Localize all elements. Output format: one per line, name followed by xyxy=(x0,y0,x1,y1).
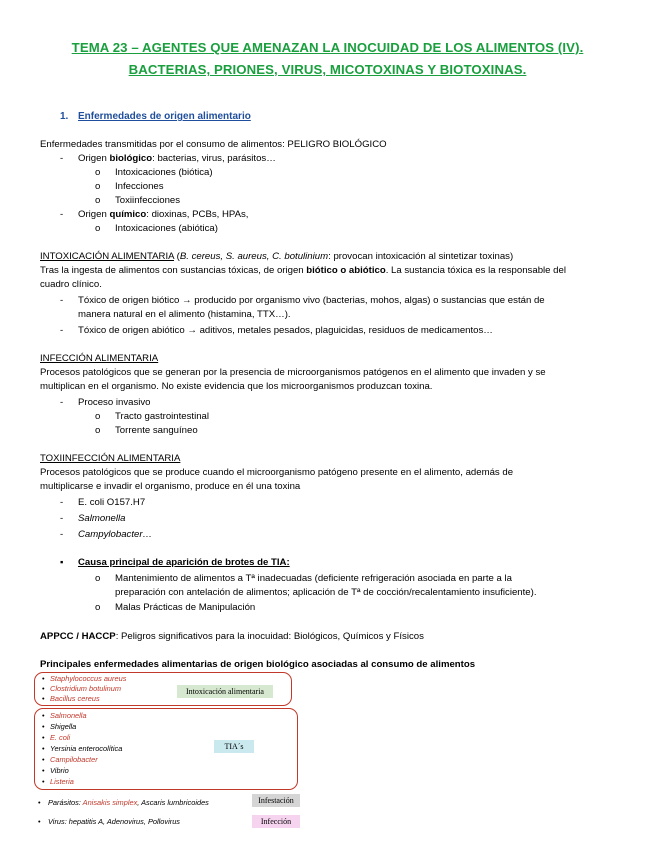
dash-marker: - xyxy=(60,295,64,306)
intoxicacion-item-biotic: Tóxico de origen biótico → producido por organismo vivo (bacterias, mohos, algas) o sustancias que están de xyxy=(78,295,545,306)
infeccion-paragraph-cont: multiplican en el organismo. No existe evidencia que los microorganismos produzcan toxina. xyxy=(40,381,433,392)
bullet-dot: • xyxy=(42,711,45,720)
causa-item: Mantenimiento de alimentos a Tª inadecuadas (deficiente refrigeración asociada en parte a la xyxy=(115,573,512,584)
dash-marker: - xyxy=(60,513,64,524)
dash-marker: - xyxy=(60,209,64,220)
square-bullet: ▪ xyxy=(60,557,64,568)
bullet-marker: o xyxy=(95,573,101,584)
list-item: E. coli O157.H7 xyxy=(78,497,146,508)
bullet-dot: • xyxy=(42,766,45,775)
bullet-marker: o xyxy=(95,602,101,613)
figure-heading: Principales enfermedades alimentarias de origen biológico asociadas al consumo de alimentos xyxy=(40,659,476,670)
intoxicacion-item-biotic-cont: manera natural en el alimento (histamina, TTX…). xyxy=(78,309,291,320)
bullet-dot: • xyxy=(38,817,41,826)
intoxicacion-item-abiotic: Tóxico de origen abiótico → aditivos, metales pesados, plaguicidas, residuos de medicamentos… xyxy=(78,325,493,336)
origin-chemical: Origen químico: dioxinas, PCBs, HPAs, xyxy=(78,209,249,220)
toxiinfeccion-paragraph-cont: multiplicarse e invadir el organismo, produce en él una toxina xyxy=(40,481,301,492)
list-item: Infecciones xyxy=(115,181,164,192)
document-title-line1: TEMA 23 – AGENTES QUE AMENAZAN LA INOCUIDAD DE LOS ALIMENTOS (IV). xyxy=(71,40,584,55)
organism-item: Listeria xyxy=(50,777,74,786)
bullet-dot: • xyxy=(42,744,45,753)
dash-marker: - xyxy=(60,153,64,164)
parasites-line: Parásitos: Anisakis simplex, Ascaris lumbricoides xyxy=(48,798,209,807)
bullet-dot: • xyxy=(42,777,45,786)
bullet-marker: o xyxy=(95,195,101,206)
list-item: Campylobacter… xyxy=(78,529,153,540)
organism-item: Campilobacter xyxy=(50,755,98,764)
dash-marker: - xyxy=(60,497,64,508)
infeccion-tag: Infección xyxy=(252,815,300,828)
organism-item: Vibrio xyxy=(50,766,69,775)
infestacion-tag: Infestación xyxy=(252,794,300,807)
infeccion-item: Proceso invasivo xyxy=(78,397,151,408)
organism-item: Salmonella xyxy=(50,711,87,720)
bullet-marker: o xyxy=(95,425,101,436)
section-number: 1. xyxy=(60,111,69,122)
infeccion-heading: INFECCIÓN ALIMENTARIA xyxy=(40,353,159,364)
organism-item: Yersinia enterocolítica xyxy=(50,744,123,753)
intoxicacion-paragraph: Tras la ingesta de alimentos con sustancias tóxicas, de origen biótico o abiótico. La sustancia tóxica es la responsable del xyxy=(40,265,566,276)
section-title: Enfermedades de origen alimentario xyxy=(78,111,251,122)
bullet-dot: • xyxy=(42,694,45,703)
bullet-marker: o xyxy=(95,411,101,422)
intoxicacion-paragraph-cont: cuadro clínico. xyxy=(40,279,102,290)
list-item: Toxiinfecciones xyxy=(115,195,181,206)
bullet-dot: • xyxy=(42,722,45,731)
viruses-line: Virus: hepatitis A, Adenovirus, Pollovirus xyxy=(48,817,180,826)
appcc-line: APPCC / HACCP: Peligros significativos para la inocuidad: Biológicos, Químicos y Físicos xyxy=(40,631,424,642)
organism-item: Clostridium botulinum xyxy=(50,684,122,693)
intoxicacion-heading-line: INTOXICACIÓN ALIMENTARIA (B. cereus, S. aureus, C. botulinium: provocan intoxicación al sintetizar toxinas) xyxy=(40,251,514,262)
list-item: Intoxicaciones (abiótica) xyxy=(115,223,218,234)
dash-marker: - xyxy=(60,325,64,336)
dash-marker: - xyxy=(60,397,64,408)
bullet-dot: • xyxy=(42,674,45,683)
bullet-dot: • xyxy=(42,755,45,764)
causa-heading: Causa principal de aparición de brotes de TIA: xyxy=(78,557,290,568)
organism-item: Staphylococcus aureus xyxy=(50,674,127,683)
organism-item: Bacillus cereus xyxy=(50,694,100,703)
origin-biological: Origen biológico: bacterias, virus, parásitos… xyxy=(78,153,276,164)
organism-item: Shigella xyxy=(50,722,77,731)
document-title-line2: BACTERIAS, PRIONES, VIRUS, MICOTOXINAS Y BIOTOXINAS. xyxy=(128,62,527,77)
intoxicacion-tag: Intoxicación alimentaria xyxy=(177,685,273,698)
bullet-dot: • xyxy=(38,798,41,807)
bullet-dot: • xyxy=(42,684,45,693)
bullet-dot: • xyxy=(42,733,45,742)
bullet-marker: o xyxy=(95,223,101,234)
list-item: Tracto gastrointestinal xyxy=(115,411,210,422)
bullet-marker: o xyxy=(95,167,101,178)
dash-marker: - xyxy=(60,529,64,540)
list-item: Torrente sanguíneo xyxy=(115,425,198,436)
list-item: Intoxicaciones (biótica) xyxy=(115,167,213,178)
organism-item: E. coli xyxy=(50,733,71,742)
intro-line: Enfermedades transmitidas por el consumo de alimentos: PELIGRO BIOLÓGICO xyxy=(40,139,387,150)
toxiinfeccion-heading: TOXIINFECCIÓN ALIMENTARIA xyxy=(40,453,181,464)
list-item: Salmonella xyxy=(78,513,126,524)
toxiinfeccion-paragraph: Procesos patológicos que se produce cuando el microorganismo patógeno presente en el alimento, además de xyxy=(40,467,514,478)
bullet-marker: o xyxy=(95,181,101,192)
tia-tag: TIA´s xyxy=(214,740,254,753)
infeccion-paragraph: Procesos patológicos que se generan por la presencia de microorganismos patógenos en el alimento que invaden y se xyxy=(40,367,546,378)
causa-item: Malas Prácticas de Manipulación xyxy=(115,602,256,613)
causa-item-cont: preparación con antelación de alimentos; aplicación de Tª de cocción/recalentamiento insuficiente). xyxy=(115,587,537,598)
